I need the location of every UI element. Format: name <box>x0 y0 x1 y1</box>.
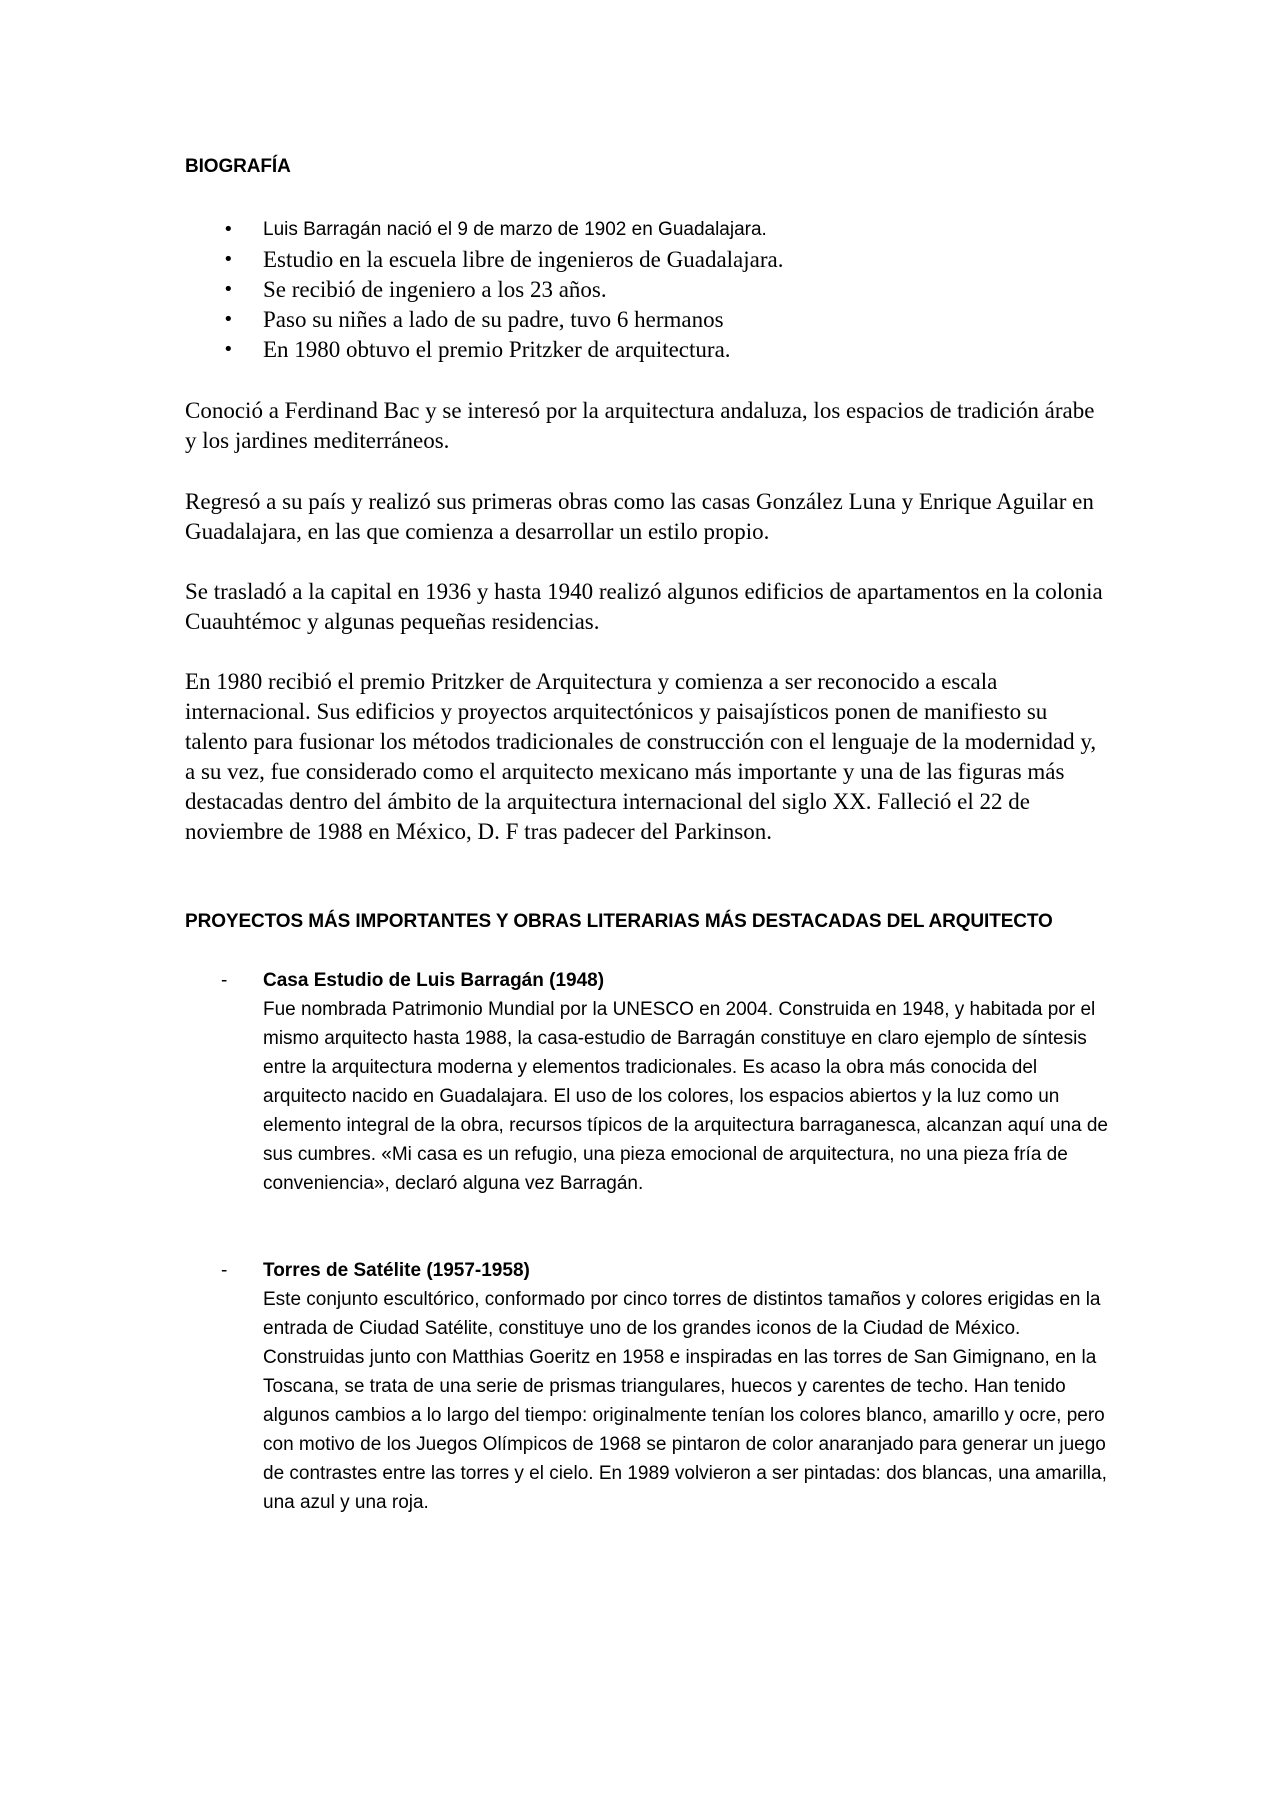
list-item <box>185 335 1085 365</box>
bullet-marker: • <box>223 219 234 240</box>
proyectos-heading: PROYECTOS MÁS IMPORTANTES Y OBRAS LITERARIAS MÁS DESTACADAS DEL ARQUITECTO <box>185 911 1053 932</box>
list-item-text: Paso su niñes a lado de su padre, tuvo 6 hermanos <box>263 307 724 332</box>
dash-marker: - <box>221 970 228 991</box>
list-item <box>185 215 1085 245</box>
list-item-text: Estudio en la escuela libre de ingenieros de Guadalajara. <box>263 247 784 272</box>
bullet-marker: • <box>223 279 234 300</box>
list-item <box>185 275 1085 305</box>
list-item <box>185 245 1085 275</box>
list-item-text: En 1980 obtuvo el premio Pritzker de arquitectura. <box>263 337 731 362</box>
biografia-paragraph: Se trasladó a la capital en 1936 y hasta 1940 realizó algunos edificios de apartamentos en la colonia Cuauhtémoc y algunas pequeñas residencias. <box>185 579 1103 634</box>
project-item <box>185 1256 1105 1517</box>
project-title: Casa Estudio de Luis Barragán (1948) <box>263 970 605 991</box>
biografia-paragraph: Conoció a Ferdinand Bac y se interesó por la arquitectura andaluza, los espacios de tradición árabe y los jardines mediterráneos. <box>185 398 1095 453</box>
biografia-heading: BIOGRAFÍA <box>185 156 291 177</box>
project-description: Fue nombrada Patrimonio Mundial por la UNESCO en 2004. Construida en 1948, y habitada por el mismo arquitecto hasta 1988, la casa-estudio de Barragán constituye en claro ejemplo de síntesis entre la arquitectura moderna y elementos tradicionales. Es acaso la obra más conocida del arquitecto nacido en Guadalajara. El uso de los colores, los espacios abiertos y la luz como un elemento integral de la obra, recursos típicos de la arquitectura barraganesca, alcanzan aquí una de sus cumbres. «Mi casa es un refugio, una pieza emocional de arquitectura, no una pieza fría de conveniencia», declaró alguna vez Barragán. <box>263 999 1108 1194</box>
dash-marker: - <box>221 1260 228 1281</box>
project-description: Este conjunto escultórico, conformado por cinco torres de distintos tamaños y colores erigidas en la entrada de Ciudad Satélite, constituye uno de los grandes iconos de la Ciudad de México. Construidas junto con Matthias Goeritz en 1958 e inspiradas en las torres de San Gimignano, en la Toscana, se trata de una serie de prismas triangulares, huecos y carentes de techo. Han tenido algunos cambios a lo largo del tiempo: originalmente tenían los colores blanco, amarillo y ocre, pero con motivo de los Juegos Olímpicos de 1968 se pintaron de color anaranjado para generar un juego de contrastes entre las torres y el cielo. En 1989 volvieron a ser pintadas: dos blancas, una amarilla, una azul y una roja. <box>263 1289 1107 1513</box>
list-item <box>185 305 1085 335</box>
bullet-marker: • <box>223 249 234 270</box>
project-title: Torres de Satélite (1957-1958) <box>263 1260 530 1281</box>
biografia-paragraph: Regresó a su país y realizó sus primeras obras como las casas González Luna y Enrique Aguilar en Guadalajara, en las que comienza a desarrollar un estilo propio. <box>185 489 1094 544</box>
biografia-bullet-list <box>185 215 1085 365</box>
list-item-text: Luis Barragán nació el 9 de marzo de 1902 en Guadalajara. <box>263 219 767 240</box>
bullet-marker: • <box>223 339 234 360</box>
biografia-paragraph: En 1980 recibió el premio Pritzker de Arquitectura y comienza a ser reconocido a escala internacional. Sus edificios y proyectos arquitectónicos y paisajísticos ponen de manifiesto su talento para fusionar los métodos tradicionales de construcción con el lenguaje de la modernidad y, a su vez, fue considerado como el arquitecto mexicano más importante y una de las figuras más destacadas dentro del ámbito de la arquitectura internacional del siglo XX. Falleció el 22 de noviembre de 1988 en México, D. F tras padecer del Parkinson. <box>185 669 1097 844</box>
bullet-marker: • <box>223 309 234 330</box>
project-item <box>185 966 1108 1198</box>
list-item-text: Se recibió de ingeniero a los 23 años. <box>263 277 607 302</box>
